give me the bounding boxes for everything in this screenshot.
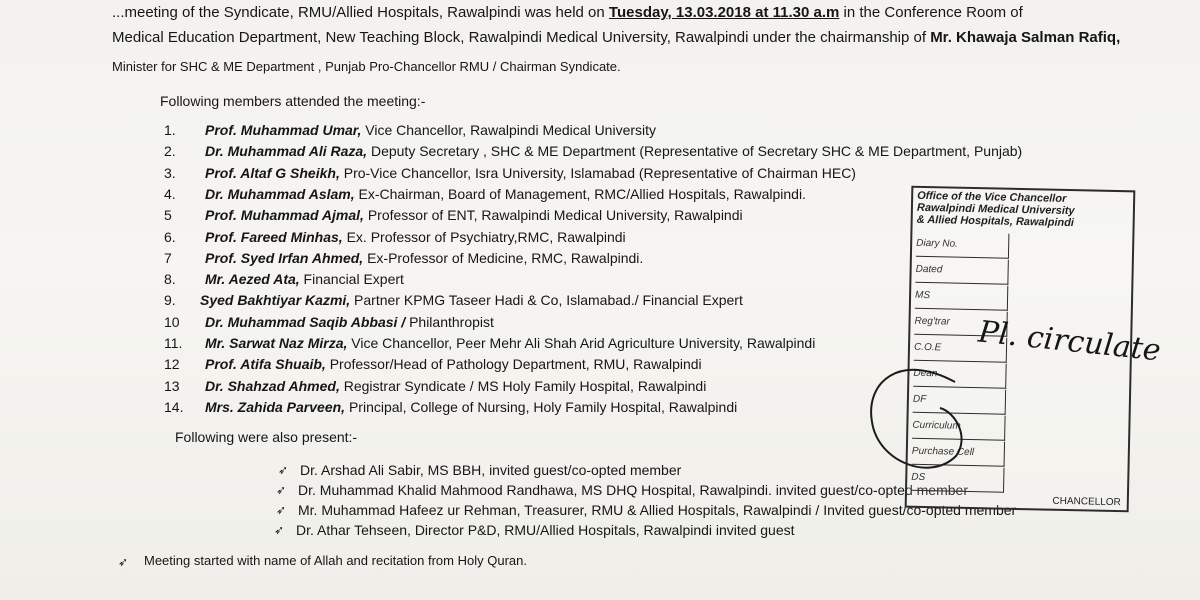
stamp-row: Curriculum (912, 414, 1006, 441)
arrow-bullet-icon: ➶ (278, 463, 289, 477)
member-name: Mrs. Zahida Parveen, (205, 399, 346, 415)
member-item (205, 228, 626, 246)
chairman-name: Mr. Khawaja Salman Rafiq, (930, 29, 1121, 46)
member-item (205, 164, 856, 182)
stamp-row: DF (913, 388, 1007, 415)
member-detail: Deputy Secretary , SHC & ME Department (Representative of Secretary SHC & ME Department, Punjab) (367, 143, 1023, 159)
footer-line: Meeting started with name of Allah and recitation from Holy Quran. (144, 553, 527, 568)
arrow-bullet-icon: ➶ (276, 503, 287, 517)
present-heading: Following were also present:- (175, 429, 358, 445)
member-number: 3. (164, 165, 176, 181)
member-detail: Professor/Head of Pathology Department, RMU, Rawalpindi (325, 356, 702, 372)
signature-loop-icon (860, 352, 970, 502)
member-item (205, 313, 494, 331)
meeting-date: Tuesday, 13.03.2018 at 11.30 a.m (608, 4, 840, 21)
member-item (205, 355, 702, 373)
member-item (205, 377, 706, 395)
member-detail: Ex-Professor of Medicine, RMC, Rawalpindi. (363, 250, 644, 266)
arrow-bullet-icon: ➶ (274, 523, 285, 537)
stamp-row: Dated (915, 258, 1009, 285)
header-line-1-prefix: ...meeting of the Syndicate, RMU/Allied Hospitals, Rawalpindi was held on (112, 4, 609, 21)
stamp-row: MS (915, 284, 1009, 311)
member-number: 10 (164, 314, 180, 330)
member-item (205, 398, 737, 416)
arrow-bullet-icon: ➶ (276, 483, 287, 497)
header-line-2-text: Medical Education Department, New Teaching Block, Rawalpindi Medical University, Rawalpindi under the chairmanship of (112, 29, 931, 46)
member-name: Mr. Sarwat Naz Mirza, (205, 335, 348, 351)
member-number: 2. (164, 143, 176, 159)
member-detail: Partner KPMG Taseer Hadi & Co, Islamabad./ Financial Expert (350, 292, 743, 308)
member-number: 11. (164, 335, 183, 351)
member-item (205, 142, 1022, 160)
member-number: 1. (164, 122, 176, 138)
stamp-footer: CHANCELLOR (1052, 495, 1121, 509)
member-detail: Registrar Syndicate / MS Holy Family Hospital, Rawalpindi (339, 378, 707, 394)
stamp-row: DS (911, 466, 1005, 493)
member-item (200, 291, 743, 309)
member-number: 14. (164, 399, 184, 415)
stamp-subtitle-2: & Allied Hospitals, Rawalpindi (916, 213, 1075, 230)
arrow-bullet-icon: ➶ (118, 555, 129, 569)
member-name: Dr. Muhammad Ali Raza, (205, 143, 368, 159)
stamp-row: Diary No. (916, 232, 1010, 259)
member-number: 9. (164, 292, 176, 308)
member-item (205, 334, 815, 352)
header-line-3: Minister for SHC & ME Department , Punjab Pro-Chancellor RMU / Chairman Syndicate. (112, 59, 621, 74)
present-item: Dr. Muhammad Khalid Mahmood Randhawa, MS DHQ Hospital, Rawalpindi. invited guest/co-opted member (298, 482, 968, 498)
member-name: Dr. Muhammad Saqib Abbasi / (205, 314, 406, 330)
member-name: Dr. Shahzad Ahmed, (205, 378, 340, 394)
member-number: 8. (164, 271, 176, 287)
member-detail: Vice Chancellor, Peer Mehr Ali Shah Arid Agriculture University, Rawalpindi (347, 335, 816, 351)
present-item: Mr. Muhammad Hafeez ur Rehman, Treasurer, RMU & Allied Hospitals, Rawalpindi / Invited guest/co-opted member (298, 502, 1017, 518)
member-item (205, 270, 404, 288)
stamp-row: Dean (913, 362, 1007, 389)
member-detail: Pro-Vice Chancellor, Isra University, Islamabad (Representative of Chairman HEC) (339, 165, 856, 181)
member-item (205, 249, 643, 267)
member-name: Mr. Aezed Ata, (205, 271, 300, 287)
member-number: 13 (164, 378, 180, 394)
stamp-row: Reg'trar (914, 310, 1008, 337)
member-number: 12 (164, 356, 180, 372)
member-item (205, 121, 656, 139)
member-detail: Ex. Professor of Psychiatry,RMC, Rawalpindi (342, 229, 626, 245)
member-name: Dr. Muhammad Aslam, (205, 186, 355, 202)
header-line-1 (112, 4, 1023, 22)
members-heading: Following members attended the meeting:- (160, 93, 426, 109)
member-detail: Principal, College of Nursing, Holy Family Hospital, Rawalpindi (345, 399, 738, 415)
member-detail: Professor of ENT, Rawalpindi Medical University, Rawalpindi (363, 207, 743, 223)
member-name: Prof. Fareed Minhas, (205, 229, 343, 245)
member-item (205, 185, 806, 203)
member-name: Prof. Muhammad Umar, (205, 122, 362, 138)
member-number: 7 (164, 250, 172, 266)
member-detail: Vice Chancellor, Rawalpindi Medical University (361, 122, 657, 138)
member-detail: Financial Expert (299, 271, 404, 287)
stamp-subtitle: Rawalpindi Medical University (916, 201, 1075, 218)
member-name: Syed Bakhtiyar Kazmi, (200, 292, 351, 308)
member-name: Prof. Atifa Shuaib, (205, 356, 326, 372)
member-name: Prof. Altaf G Sheikh, (205, 165, 340, 181)
stamp-row: Purchase Cell (912, 440, 1006, 467)
header-line-1-suffix: in the Conference Room of (839, 4, 1023, 21)
member-name: Prof. Muhammad Ajmal, (205, 207, 364, 223)
stamp-row: C.O.E (914, 336, 1008, 363)
present-item: Dr. Athar Tehseen, Director P&D, RMU/Allied Hospitals, Rawalpindi invited guest (296, 522, 795, 538)
member-item (205, 206, 743, 224)
member-number: 5 (164, 207, 172, 223)
member-number: 6. (164, 229, 176, 245)
stamp-header (917, 190, 1130, 230)
member-detail: Philanthropist (405, 314, 494, 330)
stamp-title: Office of the Vice Chancellor (917, 189, 1067, 205)
handwritten-note: Pl. circulate (976, 314, 1163, 369)
member-name: Prof. Syed Irfan Ahmed, (205, 250, 364, 266)
present-item: Dr. Arshad Ali Sabir, MS BBH, invited guest/co-opted member (300, 462, 682, 478)
member-detail: Ex-Chairman, Board of Management, RMC/Allied Hospitals, Rawalpindi. (354, 186, 806, 202)
member-number: 4. (164, 186, 176, 202)
header-line-2 (112, 29, 1120, 47)
